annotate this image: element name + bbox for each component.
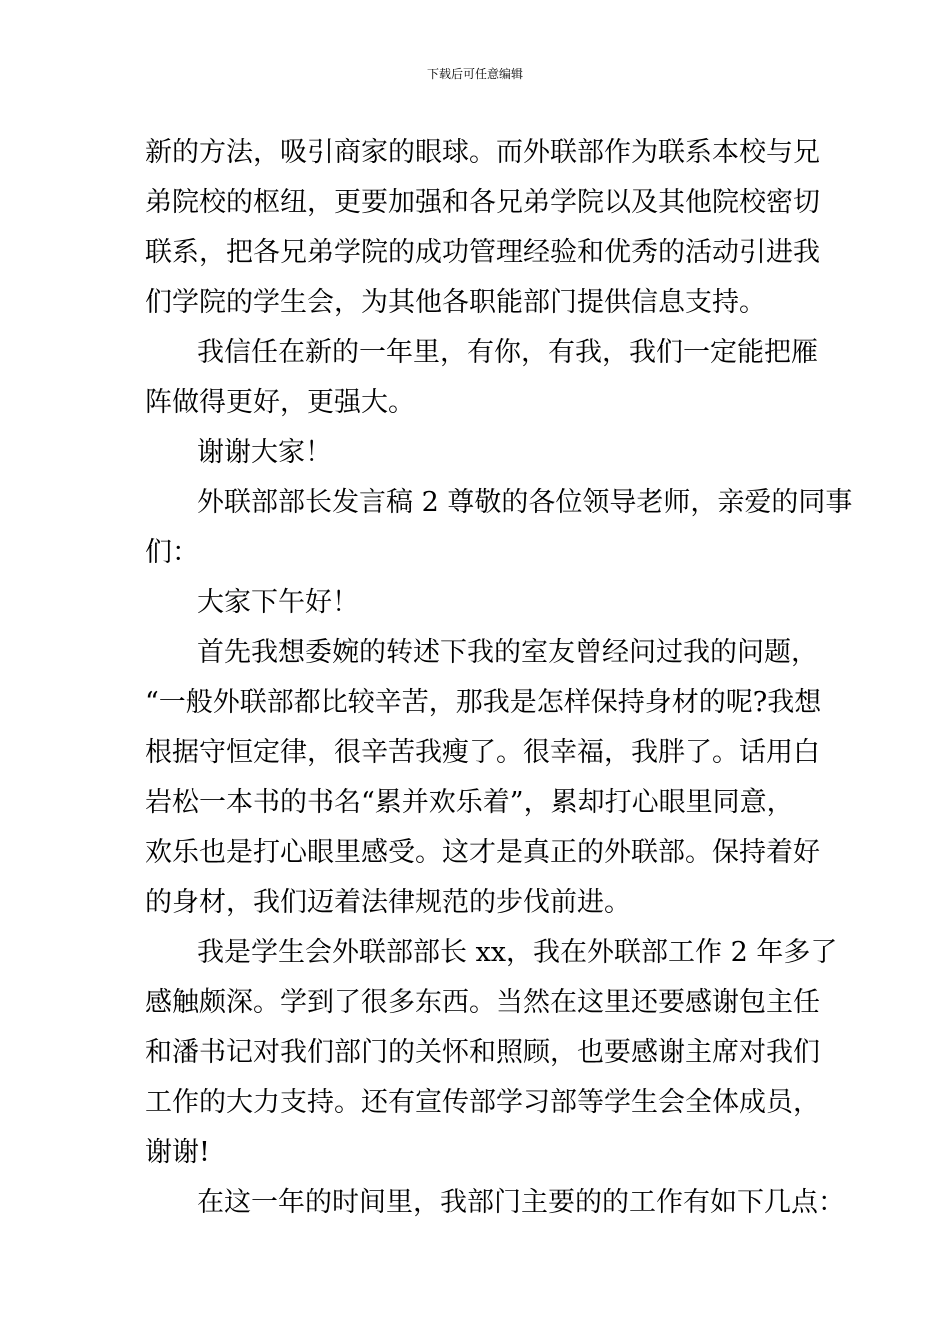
text-line: “一般外联部都比较辛苦，那我是怎样保持身材的呢?我想 [145, 687, 822, 718]
document-body [145, 128, 853, 1228]
text-line: 我信任在新的一年里，有你，有我，我们一定能把雁 [197, 337, 818, 368]
text-line: 和潘书记对我们部门的关怀和照顾，也要感谢主席对我们 [145, 1037, 820, 1068]
text-line: 外联部部长发言稿 2 尊敬的各位领导老师，亲爱的同事 [197, 487, 853, 518]
text-line: 阵做得更好，更强大。 [145, 387, 415, 418]
text-line: 大家下午好！ [197, 587, 359, 618]
text-line: 感触颇深。学到了很多东西。当然在这里还要感谢包主任 [145, 987, 820, 1018]
text-line: 工作的大力支持。还有宣传部学习部等学生会全体成员， [145, 1087, 820, 1118]
text-line: 的身材，我们迈着法律规范的步伐前进。 [145, 887, 631, 918]
text-line: 新的方法，吸引商家的眼球。而外联部作为联系本校与兄 [145, 137, 820, 168]
text-line: 谢谢! [145, 1137, 210, 1168]
text-line: 根据守恒定律，很辛苦我瘦了。很幸福，我胖了。话用白 [145, 737, 820, 768]
page-header: 下载后可任意编辑 [426, 67, 523, 81]
text-line: 联系，把各兄弟学院的成功管理经验和优秀的活动引进我 [145, 237, 820, 268]
text-line: 我是学生会外联部部长 xx，我在外联部工作 2 年多了 [197, 937, 838, 968]
text-line: 弟院校的枢纽，更要加强和各兄弟学院以及其他院校密切 [145, 187, 820, 218]
text-line: 们学院的学生会，为其他各职能部门提供信息支持。 [145, 287, 766, 318]
text-line: 欢乐也是打心眼里感受。这才是真正的外联部。保持着好 [145, 837, 820, 868]
text-line: 谢谢大家！ [197, 437, 332, 468]
text-line: 岩松一本书的书名“累并欢乐着”，累却打心眼里同意， [145, 787, 794, 818]
text-line: 在这一年的时间里，我部门主要的的工作有如下几点： [197, 1187, 845, 1218]
text-line: 们： [145, 537, 199, 568]
text-line: 首先我想委婉的转述下我的室友曾经问过我的问题， [197, 637, 818, 668]
